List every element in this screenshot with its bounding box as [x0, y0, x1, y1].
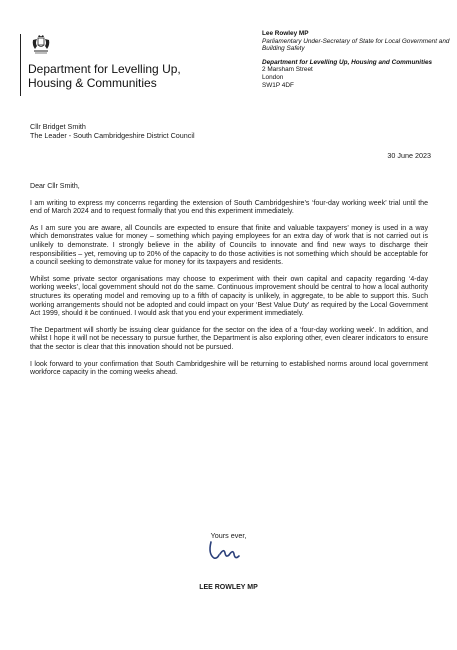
sender-title: Parliamentary Under-Secretary of State for Local Government and Building Safety [262, 37, 450, 53]
letter-body [30, 183, 428, 386]
letter-date: 30 June 2023 [387, 151, 431, 160]
sender-block [262, 30, 452, 89]
signer-name: LEE ROWLEY MP [199, 584, 258, 591]
body-paragraph: I look forward to your confirmation that South Cambridgeshire will be returning to established norms around local government workforce capacity in the coming weeks ahead. [30, 360, 428, 377]
body-paragraph: As I am sure you are aware, all Councils are expected to ensure that finite and valuable taxpayers’ money is used in a way which demonstrates value for money – something which paying employees for an extra day of work that is not carried out is unlikely to demonstrate. I strongly believe in the ability of Councils to innovate and find new ways to discharge their responsibilities – yet, removing up to 20% of the capacity to do those activities is not something which should be acceptable for a council seeking to demonstrate value for money for its taxpayers and residents. [30, 224, 428, 267]
recipient-block [30, 123, 290, 140]
body-paragraph: I am writing to express my concerns regarding the extension of South Cambridgeshire’s ‘four-day working week’ trial until the end of March 2024 and to request formally that you end this experiment immediately. [30, 199, 428, 216]
recipient-role: The Leader - South Cambridgeshire District Council [30, 130, 195, 140]
sender-department: Department for Levelling Up, Housing and Communities [262, 58, 433, 66]
closing: Yours ever, [210, 531, 247, 540]
handwritten-signature [205, 538, 245, 566]
letterhead-rule [20, 34, 21, 96]
address-line: London [262, 73, 284, 81]
royal-coat-of-arms-icon [30, 34, 52, 56]
address-line: SW1P 4DF [262, 81, 294, 89]
body-paragraph: Whilst some private sector organisations may choose to experiment with their own capital and capacity regarding ‘4-day working weeks’, local government should not do the same. Continuous improvement should be central to how a local authority structures its operating model and removing up to a fifth of capacity is unlikely, in aggregate, to be able to support this. Such working arrangements should not be adopted and could impact on your ‘Best Value Duty’ as required by the Local Government Act 1999, should it be continued. I would ask that you end your experiment immediately. [30, 275, 428, 318]
address-line: 2 Marsham Street [262, 66, 313, 74]
recipient-name: Cllr Bridget Smith [30, 122, 86, 131]
body-paragraph: The Department will shortly be issuing clear guidance for the sector on the idea of a ‘four-day working week’. In addition, and whilst I hope it will not be necessary to pursue further, the Department is also exploring other, even clearer indicators to ensure that the sector is clear that this innovation should not be pursued. [30, 326, 428, 351]
department-logotype: Department for Levelling Up, Housing & Communities [28, 62, 181, 90]
salutation: Dear Cllr Smith, [30, 183, 80, 190]
sender-name: Lee Rowley MP [262, 30, 309, 37]
